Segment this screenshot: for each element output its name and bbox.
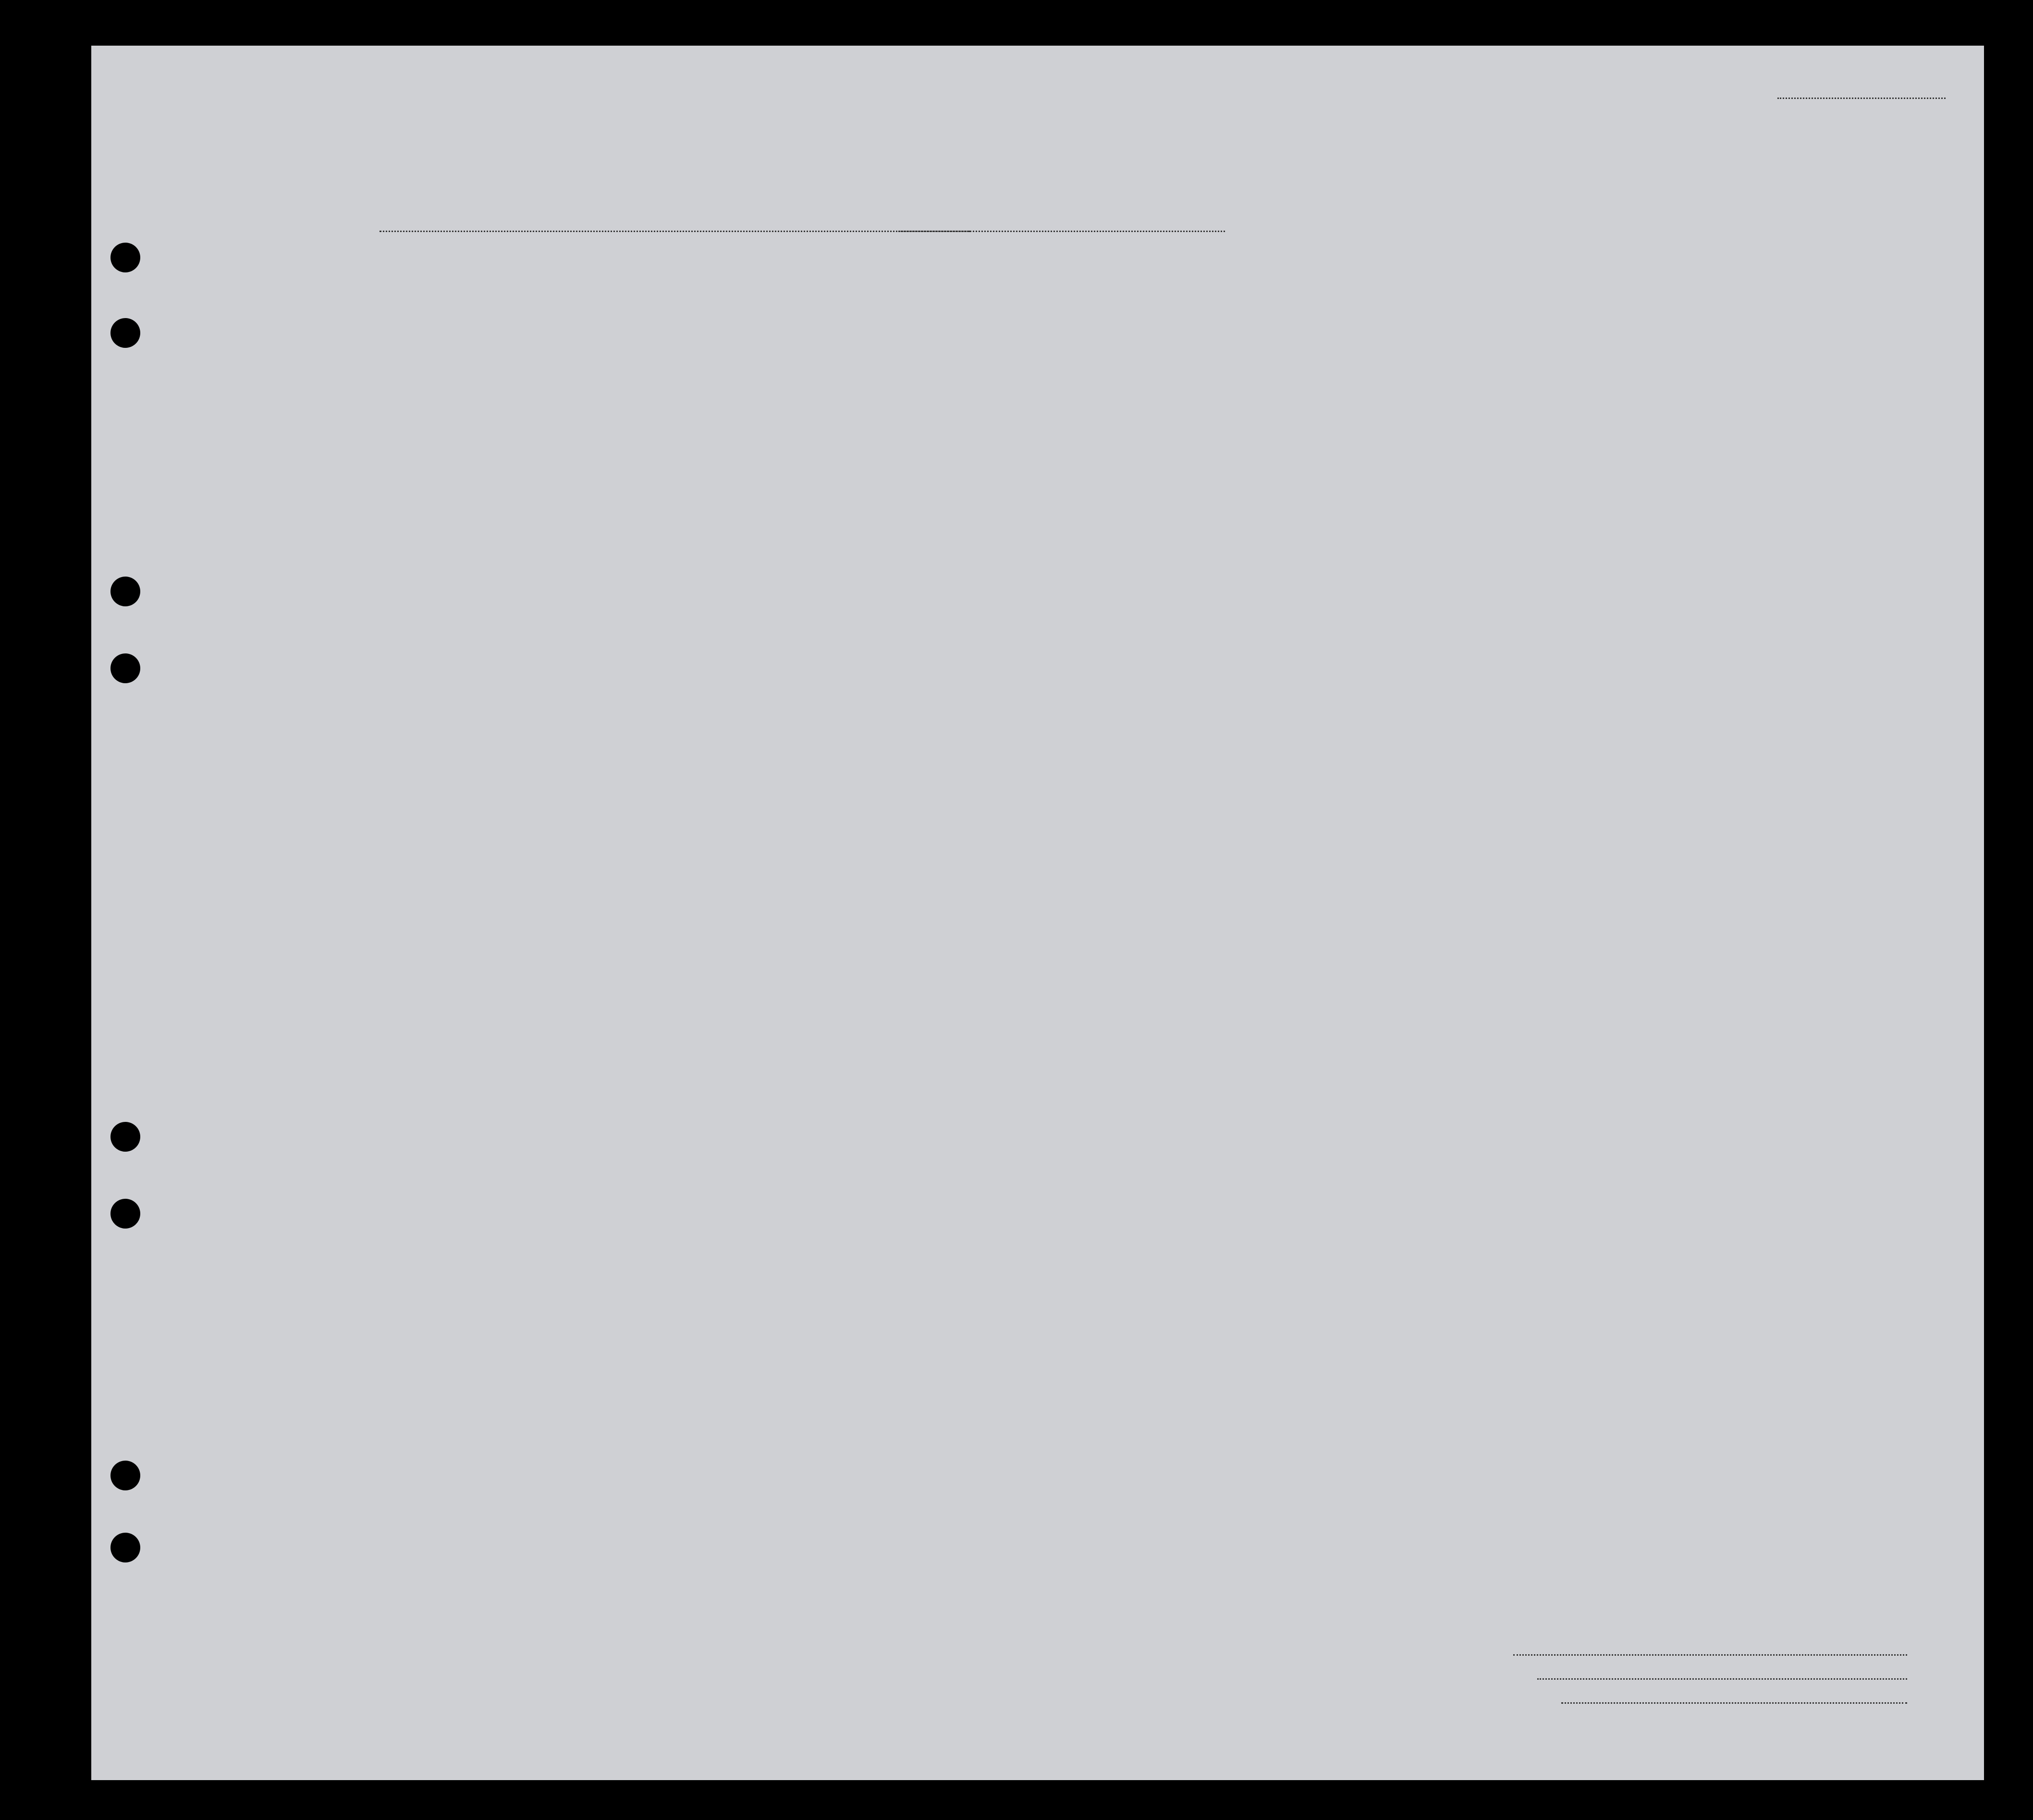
punch-hole (48, 1533, 78, 1562)
punch-hole (110, 1533, 140, 1562)
punch-hole (110, 243, 140, 272)
punch-hole (110, 653, 140, 683)
punch-hole (48, 1461, 78, 1490)
punch-hole (110, 577, 140, 606)
punch-hole (110, 1122, 140, 1152)
punch-hole (110, 1199, 140, 1229)
punch-hole (110, 318, 140, 348)
punch-hole (48, 653, 78, 683)
manifest-sheet (91, 46, 1984, 1780)
punch-hole (48, 1199, 78, 1229)
punch-hole (48, 243, 78, 272)
table-grid (91, 46, 1984, 1780)
punch-hole (48, 318, 78, 348)
agents-dotted-line (1561, 1702, 1907, 1704)
punch-hole (110, 1461, 140, 1490)
owners-dotted-line (1537, 1678, 1907, 1680)
punch-hole (48, 1122, 78, 1152)
line-dotted-line (1513, 1654, 1907, 1656)
punch-hole (48, 577, 78, 606)
